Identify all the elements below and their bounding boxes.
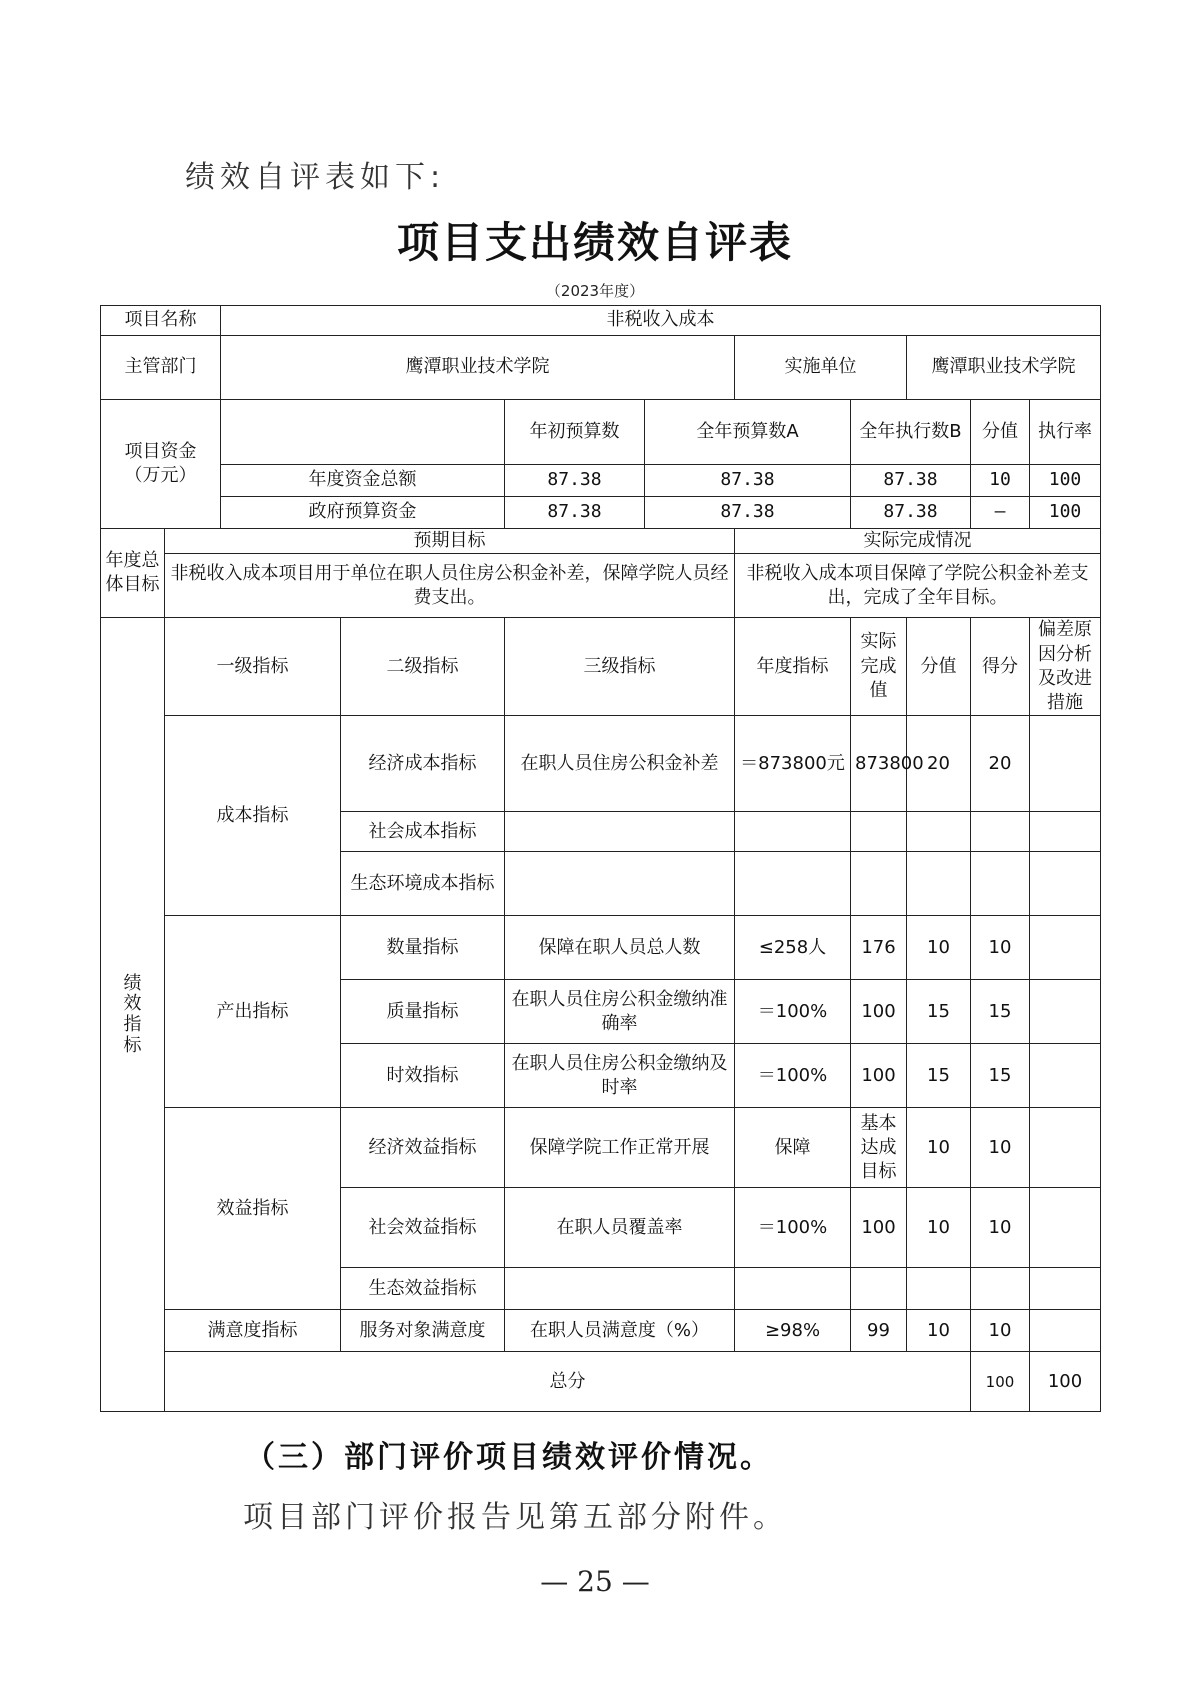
ind-target: 保障 — [735, 1108, 851, 1188]
ind-level1: 满意度指标 — [165, 1310, 341, 1352]
ind-header-target: 年度指标 — [735, 618, 851, 716]
ind-actual: 100 — [851, 1044, 907, 1108]
ind-actual: 873800 — [851, 716, 907, 812]
intro-text: 绩效自评表如下: — [185, 160, 446, 195]
funds-row-score-value: — — [971, 497, 1030, 529]
funds-label-cell — [101, 400, 221, 529]
ind-actual: 100 — [851, 1188, 907, 1268]
funds-row-score-value: 10 — [971, 465, 1030, 497]
ind-target — [735, 812, 851, 852]
ind-target: ＝100% — [735, 1188, 851, 1268]
ind-level2: 质量指标 — [341, 980, 505, 1044]
total-label: 总分 — [165, 1352, 971, 1412]
ind-score-value — [907, 852, 971, 916]
ind-deviation — [1030, 980, 1101, 1044]
ind-target — [735, 1268, 851, 1310]
ind-actual: 100 — [851, 980, 907, 1044]
ind-score-value — [907, 812, 971, 852]
ind-target: ＝100% — [735, 980, 851, 1044]
funds-header-rate: 执行率 — [1030, 400, 1101, 465]
ind-deviation — [1030, 1188, 1101, 1268]
funds-row-annual: 87.38 — [645, 465, 851, 497]
funds-row-rate: 100 — [1030, 465, 1101, 497]
total-score: 100 — [1030, 1352, 1101, 1412]
section-heading: （三）部门评价项目绩效评价情况。 — [245, 1440, 773, 1475]
ind-deviation — [1030, 1268, 1101, 1310]
ind-actual — [851, 812, 907, 852]
goals-label: 年度总体目标 — [101, 529, 165, 618]
ind-score-value: 10 — [907, 1188, 971, 1268]
funds-row-rate: 100 — [1030, 497, 1101, 529]
ind-level1: 产出指标 — [165, 916, 341, 1108]
ind-level3: 保障在职人员总人数 — [505, 916, 735, 980]
ind-score-value: 10 — [907, 916, 971, 980]
goals-actual-text: 非税收入成本项目保障了学院公积金补差支出，完成了全年目标。 — [735, 554, 1101, 618]
ind-header-level1: 一级指标 — [165, 618, 341, 716]
ind-deviation — [1030, 1108, 1101, 1188]
ind-level3: 在职人员住房公积金补差 — [505, 716, 735, 812]
ind-header-score: 得分 — [971, 618, 1030, 716]
page-number: — 25 — — [540, 1565, 650, 1598]
funds-row-name: 年度资金总额 — [221, 465, 505, 497]
ind-score-value: 10 — [907, 1108, 971, 1188]
ind-level3 — [505, 852, 735, 916]
ind-level2: 经济效益指标 — [341, 1108, 505, 1188]
ind-score-value: 10 — [907, 1310, 971, 1352]
impl-unit-value: 鹰潭职业技术学院 — [907, 336, 1101, 400]
ind-level2: 社会成本指标 — [341, 812, 505, 852]
ind-header-level2: 二级指标 — [341, 618, 505, 716]
funds-row-initial: 87.38 — [505, 465, 645, 497]
ind-deviation — [1030, 812, 1101, 852]
ind-score: 15 — [971, 980, 1030, 1044]
ind-level2: 社会效益指标 — [341, 1188, 505, 1268]
funds-header-score-value: 分值 — [971, 400, 1030, 465]
ind-deviation — [1030, 1044, 1101, 1108]
dept-value: 鹰潭职业技术学院 — [221, 336, 735, 400]
ind-actual: 176 — [851, 916, 907, 980]
ind-deviation — [1030, 852, 1101, 916]
ind-level2: 数量指标 — [341, 916, 505, 980]
ind-deviation — [1030, 916, 1101, 980]
section-text: 项目部门评价报告见第五部分附件。 — [243, 1500, 787, 1535]
goals-expected-text: 非税收入成本项目用于单位在职人员住房公积金补差，保障学院人员经费支出。 — [165, 554, 735, 618]
goals-actual-header: 实际完成情况 — [735, 529, 1101, 554]
funds-row-executed: 87.38 — [851, 465, 971, 497]
funds-header-executed: 全年执行数B — [851, 400, 971, 465]
ind-score — [971, 1268, 1030, 1310]
ind-level1: 成本指标 — [165, 716, 341, 916]
ind-header-level3: 三级指标 — [505, 618, 735, 716]
ind-score: 15 — [971, 1044, 1030, 1108]
project-name-label: 项目名称 — [101, 306, 221, 336]
ind-score-value: 15 — [907, 1044, 971, 1108]
project-name-value: 非税收入成本 — [221, 306, 1101, 336]
funds-header-blank — [221, 400, 505, 465]
ind-score-value: 15 — [907, 980, 971, 1044]
table-title: 项目支出绩效自评表 — [396, 218, 793, 267]
ind-target: ＝873800元 — [735, 716, 851, 812]
indicators-side-label: 绩效指标 — [123, 972, 142, 1056]
ind-score: 20 — [971, 716, 1030, 812]
ind-actual — [851, 852, 907, 916]
ind-target — [735, 852, 851, 916]
ind-header-deviation: 偏差原因分析及改进措施 — [1030, 618, 1101, 716]
funds-row-annual: 87.38 — [645, 497, 851, 529]
ind-level3: 在职人员住房公积金缴纳准确率 — [505, 980, 735, 1044]
ind-score: 10 — [971, 1310, 1030, 1352]
year-label: （2023年度） — [545, 282, 645, 300]
funds-unit: （万元） — [124, 465, 197, 486]
ind-target: ≥98% — [735, 1310, 851, 1352]
ind-actual: 基本达成目标 — [851, 1108, 907, 1188]
ind-deviation — [1030, 1310, 1101, 1352]
self-evaluation-table — [100, 305, 1101, 1412]
impl-unit-label: 实施单位 — [735, 336, 907, 400]
ind-score-value — [907, 1268, 971, 1310]
funds-header-annual: 全年预算数A — [645, 400, 851, 465]
ind-level2: 经济成本指标 — [341, 716, 505, 812]
ind-target: ＝100% — [735, 1044, 851, 1108]
total-score-value: 100 — [971, 1352, 1030, 1412]
ind-score: 10 — [971, 1108, 1030, 1188]
ind-level3: 保障学院工作正常开展 — [505, 1108, 735, 1188]
goals-expected-header: 预期目标 — [165, 529, 735, 554]
ind-score: 10 — [971, 1188, 1030, 1268]
dept-label: 主管部门 — [101, 336, 221, 400]
ind-level3 — [505, 812, 735, 852]
funds-row-initial: 87.38 — [505, 497, 645, 529]
ind-level2: 时效指标 — [341, 1044, 505, 1108]
ind-level2: 生态环境成本指标 — [341, 852, 505, 916]
funds-label: 项目资金 — [124, 440, 197, 462]
funds-row-name: 政府预算资金 — [221, 497, 505, 529]
ind-level3: 在职人员住房公积金缴纳及时率 — [505, 1044, 735, 1108]
ind-level2: 服务对象满意度 — [341, 1310, 505, 1352]
ind-score-value: 20 — [907, 716, 971, 812]
funds-row-executed: 87.38 — [851, 497, 971, 529]
ind-score: 10 — [971, 916, 1030, 980]
funds-header-initial: 年初预算数 — [505, 400, 645, 465]
ind-score — [971, 812, 1030, 852]
ind-actual — [851, 1268, 907, 1310]
ind-header-score-value: 分值 — [907, 618, 971, 716]
ind-level2: 生态效益指标 — [341, 1268, 505, 1310]
ind-level3: 在职人员覆盖率 — [505, 1188, 735, 1268]
ind-level1: 效益指标 — [165, 1108, 341, 1310]
ind-actual: 99 — [851, 1310, 907, 1352]
ind-score — [971, 852, 1030, 916]
ind-level3 — [505, 1268, 735, 1310]
indicators-side-label-cell — [101, 618, 165, 1412]
ind-target: ≤258人 — [735, 916, 851, 980]
ind-deviation — [1030, 716, 1101, 812]
ind-header-actual: 实际完成值 — [851, 618, 907, 716]
ind-level3: 在职人员满意度（%） — [505, 1310, 735, 1352]
